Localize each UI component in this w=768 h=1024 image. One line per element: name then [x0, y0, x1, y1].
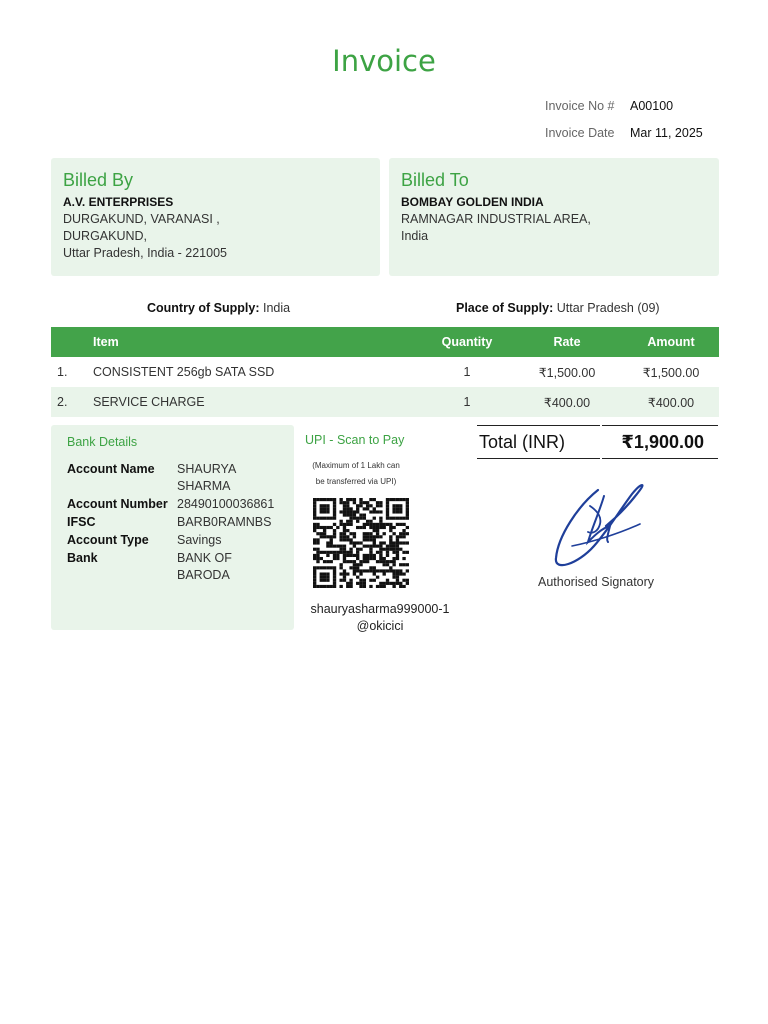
account-name-line: SHAURYA: [177, 462, 237, 476]
country-of-supply-label: Country of Supply:: [147, 301, 260, 315]
account-name-line: SHARMA: [177, 479, 231, 493]
billed-to-address-line: RAMNAGAR INDUSTRIAL AREA,: [401, 212, 591, 226]
col-header-no: [51, 327, 93, 357]
billed-to-panel: [389, 158, 719, 276]
row-number: 1.: [57, 365, 68, 379]
invoice-no-value: A00100: [630, 98, 674, 113]
row-item: SERVICE CHARGE: [93, 395, 205, 409]
upi-heading: UPI - Scan to Pay: [305, 433, 405, 447]
col-header-item: Item: [93, 335, 119, 349]
qr-code-icon[interactable]: [313, 498, 409, 588]
invoice-date-row: [545, 119, 703, 146]
billed-by-address-line: DURGAKUND, VARANASI ,: [63, 212, 220, 226]
col-header-quantity: Quantity: [441, 335, 493, 349]
upi-note: [305, 458, 407, 490]
row-quantity: 1: [463, 365, 471, 379]
row-amount: ₹1,500.00: [642, 365, 700, 380]
bank-row-bank: [67, 550, 278, 584]
table-row: [51, 387, 719, 417]
billed-by-heading: Billed By: [63, 170, 134, 190]
bank-name-line: BARODA: [177, 568, 230, 582]
upi-panel: [305, 433, 455, 635]
bank-label: Bank: [67, 551, 98, 565]
row-rate: ₹1,500.00: [538, 365, 596, 380]
account-type-label: Account Type: [67, 533, 149, 547]
col-header-rate: Rate: [553, 335, 581, 349]
row-amount: ₹400.00: [647, 395, 695, 410]
authorised-signatory-label: Authorised Signatory: [538, 575, 655, 589]
total-box: [477, 425, 718, 459]
billed-by-address-line: Uttar Pradesh, India - 221005: [63, 246, 227, 260]
billed-to-address-line: India: [401, 229, 429, 243]
total-value: ₹1,900.00: [621, 431, 704, 452]
upi-note-line: be transferred via UPI): [315, 477, 397, 486]
total-label: Total (INR): [477, 432, 600, 453]
upi-id: [305, 601, 455, 635]
table-row: [51, 357, 719, 387]
account-number-value: 28490100036861: [177, 497, 275, 511]
bank-value: [177, 550, 232, 584]
account-number-label: Account Number: [67, 497, 168, 511]
place-of-supply: [456, 301, 660, 315]
bank-details-heading: Bank Details: [67, 435, 138, 449]
billed-by-panel: [51, 158, 380, 276]
invoice-title: Invoice: [332, 44, 436, 78]
account-name-label: Account Name: [67, 462, 155, 476]
signature-icon: [548, 476, 652, 576]
invoice-meta: [545, 92, 703, 146]
bank-row-account-name: [67, 461, 278, 495]
bank-row-ifsc: [67, 514, 278, 531]
row-number: 2.: [57, 395, 68, 409]
invoice-no-label: Invoice No #: [545, 98, 615, 113]
billed-to-heading: Billed To: [401, 170, 469, 190]
ifsc-value: BARB0RAMNBS: [177, 515, 272, 529]
account-name-value: [177, 461, 236, 495]
bank-row-account-type: [67, 532, 278, 549]
upi-note-line: (Maximum of 1 Lakh can: [312, 461, 400, 470]
billed-by-address-line: DURGAKUND,: [63, 229, 148, 243]
bank-details-panel: [51, 425, 294, 630]
account-type-value: Savings: [177, 533, 222, 547]
row-quantity: 1: [463, 395, 471, 409]
invoice-date-value: Mar 11, 2025: [630, 125, 703, 140]
billed-to-name: BOMBAY GOLDEN INDIA: [401, 195, 544, 209]
bank-row-account-number: [67, 496, 278, 513]
ifsc-label: IFSC: [67, 515, 96, 529]
items-table: [51, 327, 719, 417]
row-item: CONSISTENT 256gb SATA SSD: [93, 365, 275, 379]
upi-id-line: shauryasharma999000-1: [310, 602, 450, 616]
country-of-supply: [147, 301, 290, 315]
items-table-header: [51, 327, 719, 357]
place-of-supply-value: Uttar Pradesh (09): [556, 301, 660, 315]
place-of-supply-label: Place of Supply:: [456, 301, 554, 315]
invoice-date-label: Invoice Date: [545, 125, 615, 140]
total-divider: [600, 425, 602, 459]
row-rate: ₹400.00: [543, 395, 591, 410]
invoice-no-row: [545, 92, 703, 119]
upi-id-line: @okicici: [356, 619, 404, 633]
country-of-supply-value: India: [262, 301, 291, 315]
col-header-amount: Amount: [647, 335, 695, 349]
bank-name-line: BANK OF: [177, 551, 232, 565]
billed-by-name: A.V. ENTERPRISES: [63, 195, 174, 209]
